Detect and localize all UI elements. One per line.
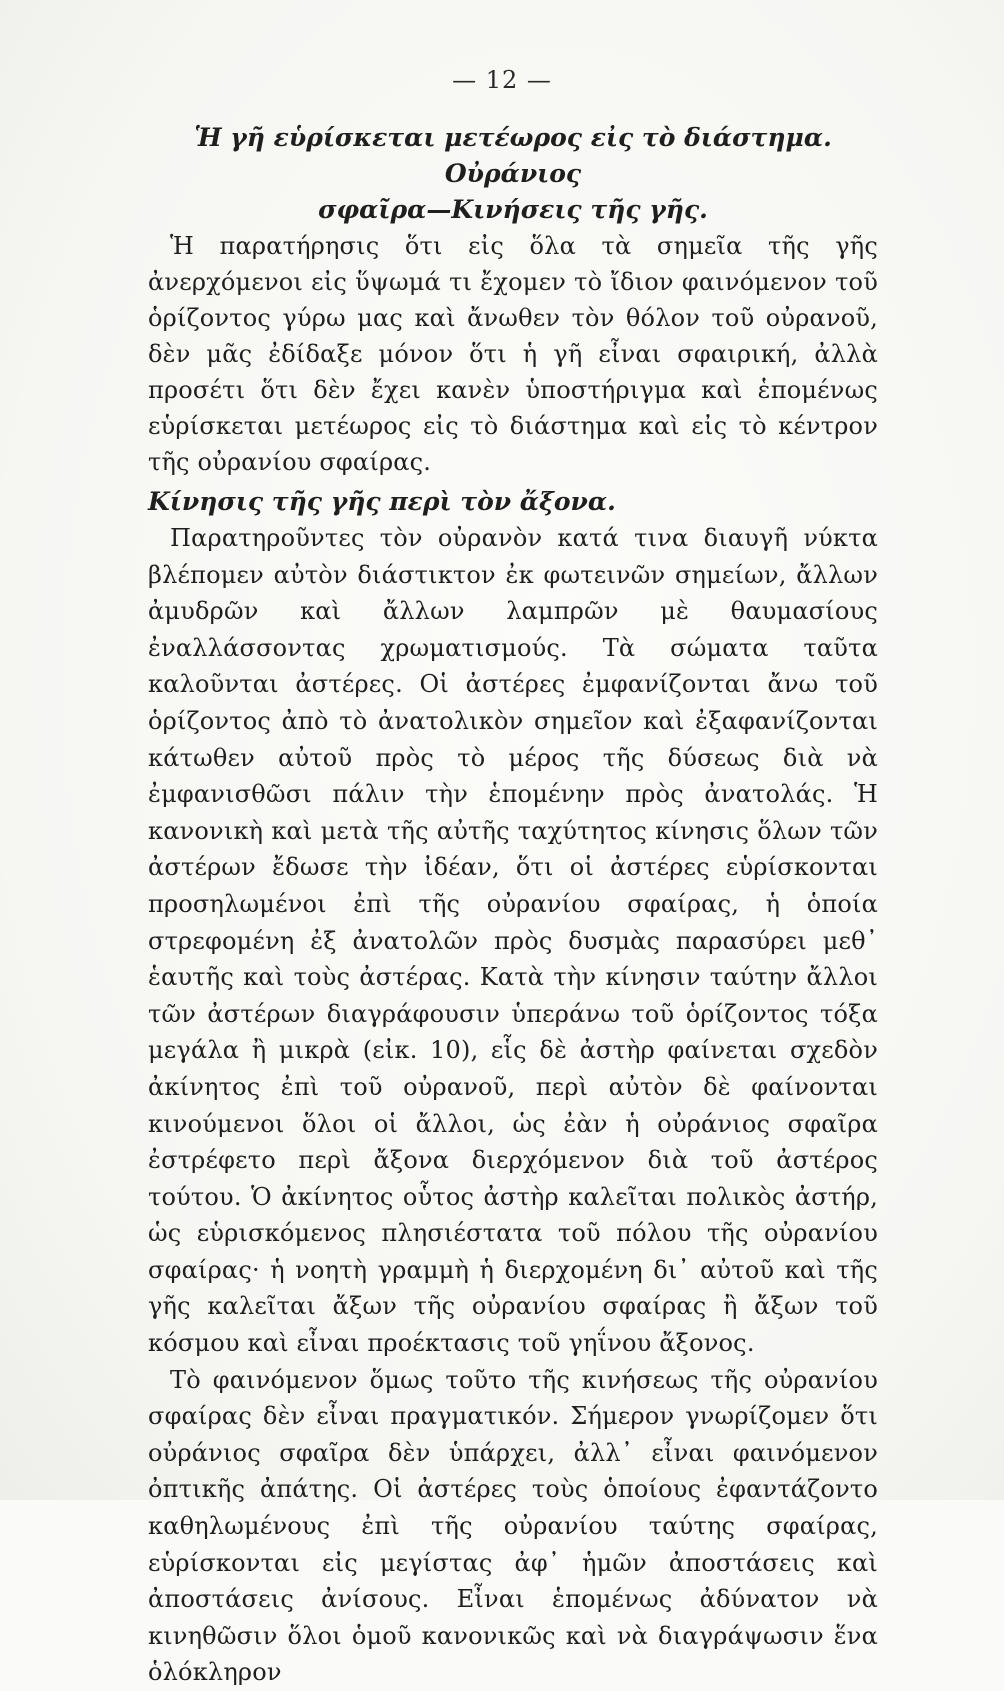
page-body [148,120,878,1691]
paragraph-celestial-sphere-illusion: Τὸ φαινόμενον ὅμως τοῦτο τῆς κινήσεως τῆς οὐρανίου σφαίρας δὲν εἶναι πραγματικόν. Σήμερον γνωρίζομεν ὅτι οὐράνιος σφαῖρα δὲν ὑπάρχει, ἀλλ᾽ εἶναι φαινόμενον ὀπτικῆς ἀπάτης. Οἱ ἀστέρες τοὺς ὁποίους ἐφαντάζοντο καθηλωμένους ἐπὶ τῆς οὐρανίου ταύτης σφαίρας, εὑρίσκονται εἰς μεγίστας ἀφ᾽ ἡμῶν ἀποστάσεις καὶ ἀποστάσεις ἀνίσους. Εἶναι ἑπομένως ἀδύνατον νὰ κινηθῶσιν ὅλοι ὁμοῦ κανονικῶς καὶ νὰ διαγράψωσιν ἕνα ὁλόκληρον [148,1365,878,1687]
section-heading-line-1: Ἡ γῆ εὑρίσκεται μετέωρος εἰς τὸ διάστημα. Οὐράνιος [194,123,832,188]
section-heading-earth-rotation: Κίνησις τῆς γῆς περὶ τὸν ἄξονα. [148,487,616,516]
page-number: — 12 — [452,66,552,94]
section-heading-line-2: σφαῖρα—Κινήσεις τῆς γῆς. [318,195,708,224]
paragraph-earth-suspended: Ἡ παρατήρησις ὅτι εἰς ὅλα τὰ σημεῖα τῆς γῆς ἀνερχόμενοι εἰς ὕψωμά τι ἔχομεν τὸ ἴδιον φαινόμενον τοῦ ὁρίζοντος γύρω μας καὶ ἄνωθεν τὸν θόλον τοῦ οὐρανοῦ, δὲν μᾶς ἐδίδαξε μόνον ὅτι ἡ γῆ εἶναι σφαιρική, ἀλλὰ προσέτι ὅτι δὲν ἔχει κανὲν ὑποστήριγμα καὶ ἑπομένως εὑρίσκεται μετέωρος εἰς τὸ διάστημα καὶ εἰς τὸ κέντρον τῆς οὐρανίου σφαίρας. [148,232,878,476]
paragraph-stars-motion: Παρατηροῦντες τὸν οὐρανὸν κατά τινα διαυγῆ νύκτα βλέπομεν αὐτὸν διάστικτον ἐκ φωτεινῶν σημείων, ἄλλων ἀμυδρῶν καὶ ἄλλων λαμπρῶν μὲ θαυμασίους ἐναλλάσσοντας χρωματισμούς. Τὰ σώματα ταῦτα καλοῦνται ἀστέρες. Οἱ ἀστέρες ἐμφανίζονται ἄνω τοῦ ὁρίζοντος ἀπὸ τὸ ἀνατολικὸν σημεῖον καὶ ἐξαφανίζονται κάτωθεν αὐτοῦ πρὸς τὸ μέρος τῆς δύσεως διὰ νὰ ἐμφανισθῶσι πάλιν τὴν ἑπομένην πρὸς ἀνατολάς. Ἡ κανονικὴ καὶ μετὰ τῆς αὐτῆς ταχύτητος κίνησις ὅλων τῶν ἀστέρων ἔδωσε τὴν ἰδέαν, ὅτι οἱ ἀστέρες εὑρίσκονται προσηλωμένοι ἐπὶ τῆς οὐρανίου σφαίρας, ἡ ὁποία στρεφομένη ἐξ ἀνατολῶν πρὸς δυσμὰς παρασύρει μεθ᾽ ἑαυτῆς καὶ τοὺς ἀστέρας. Κατὰ τὴν κίνησιν ταύτην ἄλλοι τῶν ἀστέρων διαγράφουσιν ὑπεράνω τοῦ ὁρίζοντος τόξα μεγάλα ἢ μικρὰ (εἰκ. 10), εἷς δὲ ἀστὴρ φαίνεται σχεδὸν ἀκίνητος ἐπὶ τοῦ οὐρανοῦ, περὶ αὐτὸν δὲ φαίνονται κινούμενοι ὅλοι οἱ ἄλλοι, ὡς ἐὰν ἡ οὐράνιος σφαῖρα ἐστρέφετο περὶ ἄξονα διερχόμενον διὰ τοῦ ἀστέρος τούτου. Ὁ ἀκίνητος οὗτος ἀστὴρ καλεῖται πολικὸς ἀστήρ, ὡς εὑρισκόμενος πλησιέστατα τοῦ πόλου τῆς οὐρανίου σφαίρας· ἡ νοητὴ γραμμὴ ἡ διερχομένη δι᾽ αὐτοῦ καὶ τῆς γῆς καλεῖται ἄξων τῆς οὐρανίου σφαίρας ἢ ἄξων τοῦ κόσμου καὶ εἶναι προέκτασις τοῦ γηΐνου ἄξονος. [148,524,878,1358]
section-heading-earth-in-space [148,120,878,228]
